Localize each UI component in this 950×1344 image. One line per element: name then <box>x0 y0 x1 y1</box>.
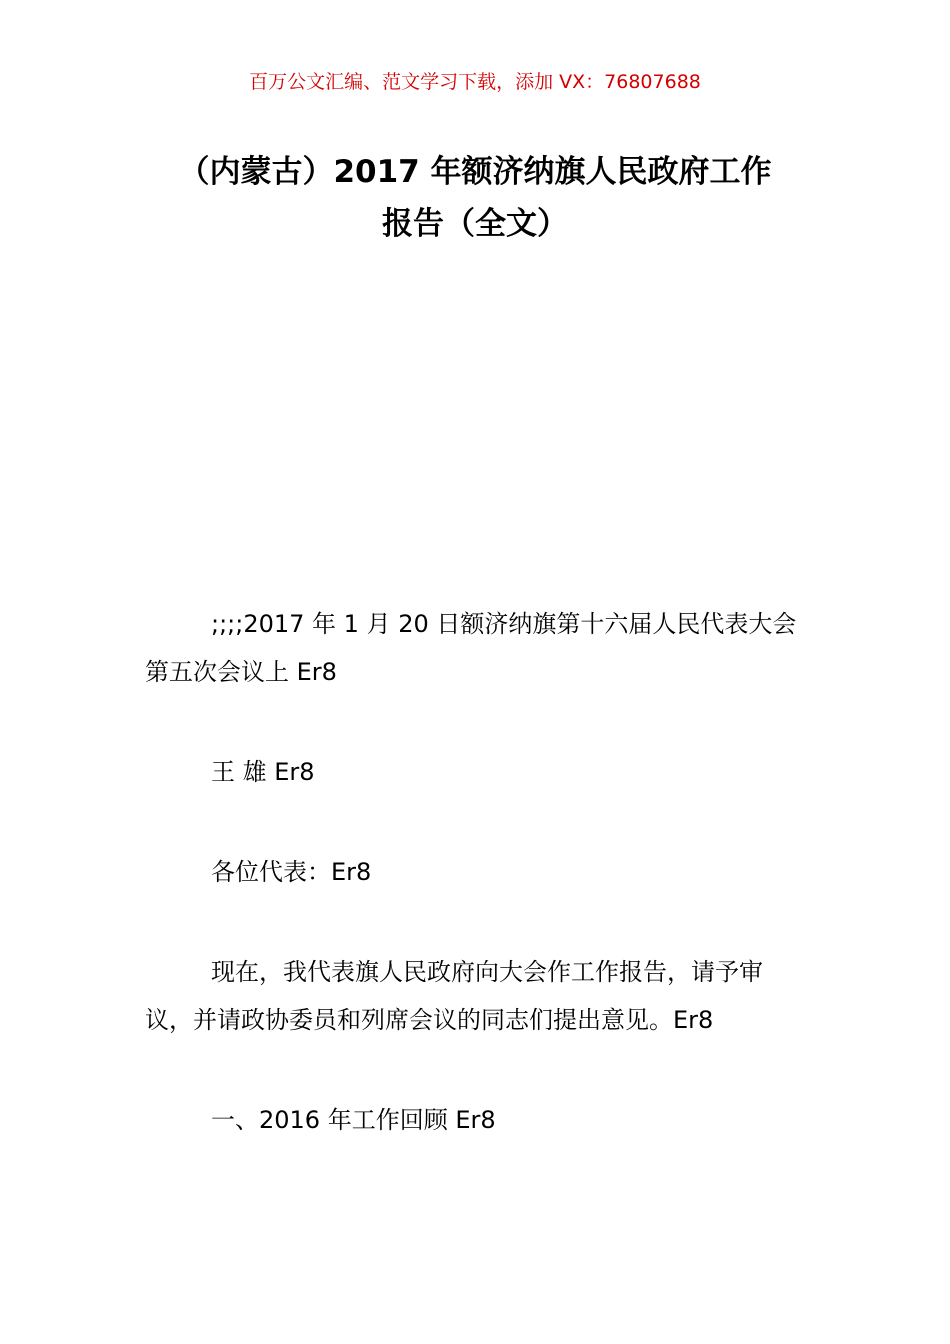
section-heading-paragraph: 一、2016 年工作回顾 Er8 <box>211 1106 496 1134</box>
speaker-name-paragraph: 王 雄 Er8 <box>211 758 315 786</box>
meeting-info-paragraph: ;;;;2017 年 1 月 20 日额济纳旗第十六届人民代表大会第五次会议上 Er8 <box>145 610 797 686</box>
salutation-paragraph: 各位代表：Er8 <box>211 858 372 886</box>
intro-paragraph: 现在，我代表旗人民政府向大会作工作报告，请予审议，并请政协委员和列席会议的同志们提出意见。Er8 <box>145 958 763 1034</box>
document-title-line-1: （内蒙古）2017 年额济纳旗人民政府工作 <box>178 154 772 190</box>
document-title-line-2: 报告（全文） <box>382 206 568 242</box>
promo-header: 百万公文汇编、范文学习下载，添加 VX：76807688 <box>249 71 701 93</box>
document-title <box>120 146 830 250</box>
